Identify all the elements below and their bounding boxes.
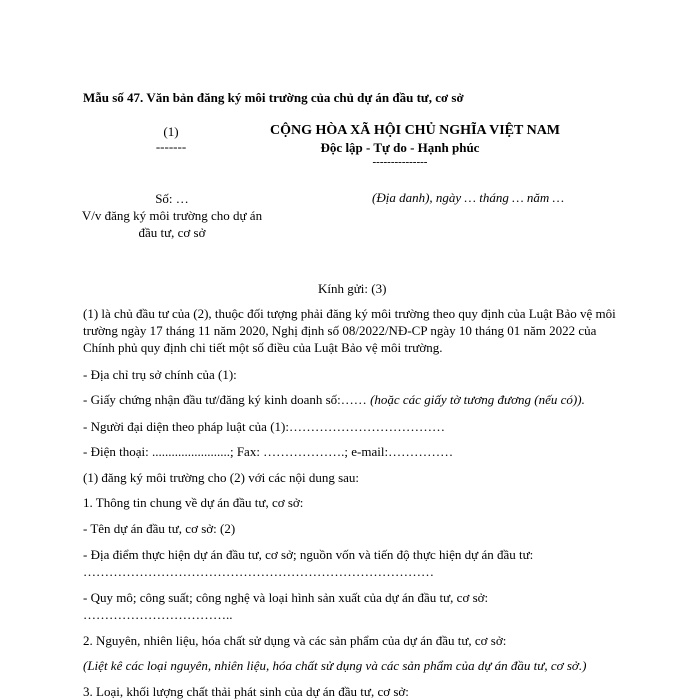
scale-dots: …………………………….. [83,607,233,622]
scale-line: - Quy mô; công suất; công nghệ và loại hình sản xuất của dự án đầu tư, cơ sở: [83,590,489,605]
section-2-heading: 2. Nguyên, nhiên liệu, hóa chất sử dụng và các sản phẩm của dự án đầu tư, cơ sở: [83,633,507,648]
head-office-line: - Địa chỉ trụ sở chính của (1): [83,367,237,382]
issuer-divider: ------- [155,139,187,154]
location-dots: ……………………………………………………………………… [83,564,434,579]
project-name-line: - Tên dự án đầu tư, cơ sở: (2) [83,521,236,536]
certificate-note: (hoặc các giấy tờ tương đương (nếu có)). [366,392,585,407]
certificate-text: - Giấy chứng nhận đầu tư/đăng ký kinh doanh số:…… [83,392,367,407]
document-subject: V/v đăng ký môi trường cho dự án đầu tư, cơ sở [81,208,263,240]
place-date: (Địa danh), ngày … tháng … năm … [372,190,565,205]
nation-name: CỘNG HÒA XÃ HỘI CHỦ NGHĨA VIỆT NAM [270,123,561,138]
register-intro-line: (1) đăng ký môi trường cho (2) với các nội dung sau: [83,470,360,485]
document-number: Số: … [155,191,189,206]
form-title: Mẫu số 47. Văn bản đăng ký môi trường của chủ dự án đầu tư, cơ sở [83,90,464,105]
issuer-code: (1) [163,124,179,139]
motto-divider: --------------- [372,156,428,168]
reference-block [72,190,272,241]
contact-line: - Điện thoại: ........................; Fax: ……………….; e-mail:…………… [83,444,454,459]
section-1-heading: 1. Thông tin chung về dự án đầu tư, cơ sở: [83,495,304,510]
national-motto: Độc lập - Tự do - Hạnh phúc [320,140,480,155]
certificate-line [83,392,585,408]
national-header [270,122,561,168]
intro-paragraph: (1) là chủ đầu tư của (2), thuộc đối tượng phải đăng ký môi trường theo quy định của Luật Bảo vệ môi trường ngày 17 tháng 11 năm 2020, Nghị định số 08/2022/NĐ-CP ngày 10 tháng 01 năm 2022 của Chính phủ quy định chi tiết một số điều của Luật Bảo vệ môi trường. [83,306,616,355]
location-line: - Địa điểm thực hiện dự án đầu tư, cơ sở; nguồn vốn và tiến độ thực hiện dự án đầu tư: [83,547,534,562]
issuer-header [140,124,202,154]
section-2-note: (Liệt kê các loại nguyên, nhiên liệu, hóa chất sử dụng và các sản phẩm của dự án đầu tư, cơ sở.) [83,658,587,673]
recipient-line: Kính gửi: (3) [318,281,387,296]
section-3-heading: 3. Loại, khối lượng chất thải phát sinh của dự án đầu tư, cơ sở: [83,684,409,699]
legal-rep-line: - Người đại diện theo pháp luật của (1):……………………………… [83,419,445,434]
